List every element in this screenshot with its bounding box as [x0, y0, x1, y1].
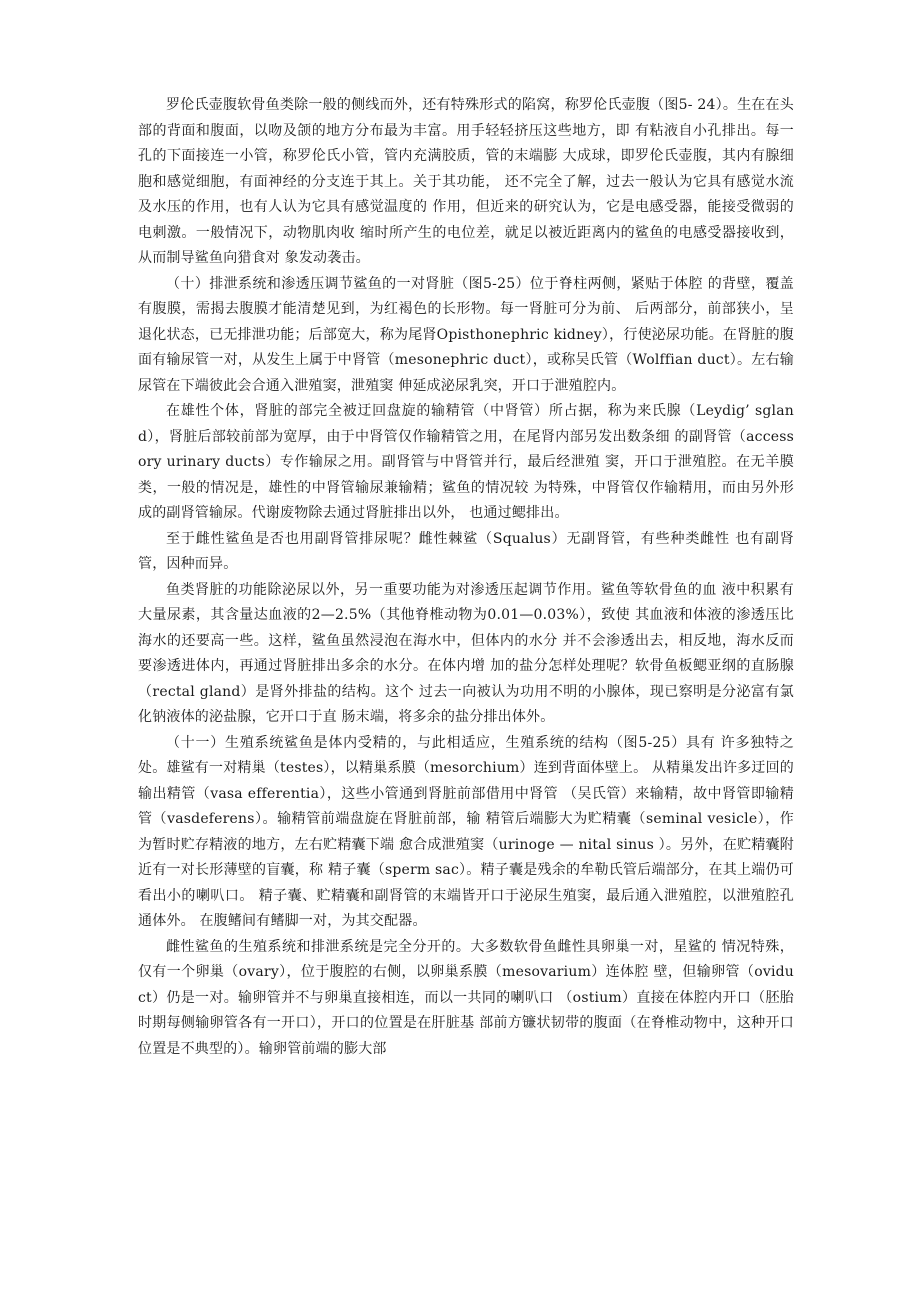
paragraph-female-reproductive: 雌性鲨鱼的生殖系统和排泄系统是完全分开的。大多数软骨鱼雌性具卵巢一对，星鲨的 情况特殊，仅有一个卵巢（ovary），位于腹腔的右侧，以卵巢系膜（mesovarium）连体腔 壁，但输卵管（oviduct）仍是一对。输卵管并不与卵巢直接相连，而以一共同的喇叭口 （ostium）直接在体腔内开口（胚胎时期每侧输卵管各有一开口），开口的位置是在肝脏基 部前方镰状韧带的腹面（在脊椎动物中，这种开口位置是不典型的）。输卵管前端的膨大部 [138, 938, 794, 1057]
paragraph-male-kidney: 在雄性个体，肾脏的部完全被迂回盘旋的输精管（中肾管）所占据，称为来氏腺（Leydig’ sgland），肾脏后部较前部为宽厚，由于中肾管仅作输精管之用，在尾肾内部另发出数条细 的副肾管（accessory urinary ducts）专作输尿之用。副肾管与中肾管并行，最后经泄殖 窦，开口于泄殖腔。在无羊膜类，一般的情况是，雄性的中肾管输尿兼输精；鲨鱼的情况较 为特殊，中肾管仅作输精用，而由另外形成的副肾管输尿。代谢废物除去通过肾脏排出以外， 也通过鳃排出。 [138, 403, 794, 521]
paragraph-osmoregulation: 鱼类肾脏的功能除泌尿以外，另一重要功能为对渗透压起调节作用。鲨鱼等软骨鱼的血 液中积累有大量尿素，其含量达血液的2—2.5%（其他脊椎动物为0.01—0.03%），致使 其血液和体液的渗透压比海水的还要高一些。这样，鲨鱼虽然浸泡在海水中，但体内的水分 并不会渗透出去，相反地，海水反而要渗透进体内，再通过肾脏排出多余的水分。在体内增 加的盐分怎样处理呢？软骨鱼板鳃亚纲的直肠腺（rectal gland）是肾外排盐的结构。这个 过去一向被认为功用不明的小腺体，现已察明是分泌富有氯化钠液体的泌盐腺，它开口于直 肠末端，将多余的盐分排出体外。 [138, 581, 794, 725]
paragraph-female-urinary: 至于雌性鲨鱼是否也用副肾管排尿呢？雌性棘鲨（Squalus）无副肾管，有些种类雌性 也有副肾管，因种而异。 [138, 530, 794, 572]
paragraph-excretory-system: （十）排泄系统和渗透压调节鲨鱼的一对肾脏（图5-25）位于脊柱两侧，紧贴于体腔 的背壁，覆盖有腹膜，需揭去腹膜才能清楚见到，为红褐色的长形物。每一肾脏可分为前、 后两部分，前部狭小，呈退化状态，已无排泄功能；后部宽大，称为尾肾Opisthonephric kidney），行使泌尿功能。在肾脏的腹面有输尿管一对，从发生上属于中肾管（mesonephric duct），或称吴氏管（Wolffian duct）。左右输尿管在下端彼此会合通入泄殖窦，泄殖窦 伸延成泌尿乳突，开口于泄殖腔内。 [138, 275, 794, 394]
paragraph-reproductive-system: （十一）生殖系统鲨鱼是体内受精的，与此相适应，生殖系统的结构（图5-25）具有 许多独特之处。雄鲨有一对精巢（testes），以精巢系膜（mesorchium）连到背面体壁上。 从精巢发出许多迂回的输出精管（vasa efferentia），这些小管通到肾脏前部借用中肾管 （吴氏管）来输精，故中肾管即输精管（vasdeferens）。输精管前端盘旋在肾脏前部，输 精管后端膨大为贮精囊（seminal vesicle），作为暂时贮存精液的地方，左右贮精囊下端 愈合成泄殖窦（urinoge — nital sinus ）。另外，在贮精囊附近有一对长形薄壁的盲囊，称 精子囊（sperm sac）。精子囊是残余的牟勒氏管后端部分，在其上端仍可看出小的喇叭口。 精子囊、贮精囊和副肾管的末端皆开口于泌尿生殖窦，最后通入泄殖腔，以泄殖腔孔通体外。 在腹鳍间有鳍脚一对，为其交配器。 [138, 734, 794, 929]
paragraph-lorenzini-ampullae: 罗伦氏壶腹软骨鱼类除一般的侧线而外，还有特殊形式的陷窝，称罗伦氏壶腹（图5- 24）。生在在头部的背面和腹面，以吻及颌的地方分布最为丰富。用手轻轻挤压这些地方，即 有粘液自小孔排出。每一孔的下面接连一小管，称罗伦氏小管，管内充满胶质，管的末端膨 大成球，即罗伦氏壶腹，其内有腺细胞和感觉细胞，有面神经的分支连于其上。关于其功能， 还不完全了解，过去一般认为它具有感觉水流及水压的作用，也有人认为它具有感觉温度的 作用，但近来的研究认为，它是电感受器，能接受微弱的电刺激。一般情况下，动物肌肉收 缩时所产生的电位差，就足以被近距离内的鲨鱼的电感受器接收到，从而制导鲨鱼向猎食对 象发动袭击。 [138, 97, 794, 266]
document-body [138, 93, 794, 1062]
